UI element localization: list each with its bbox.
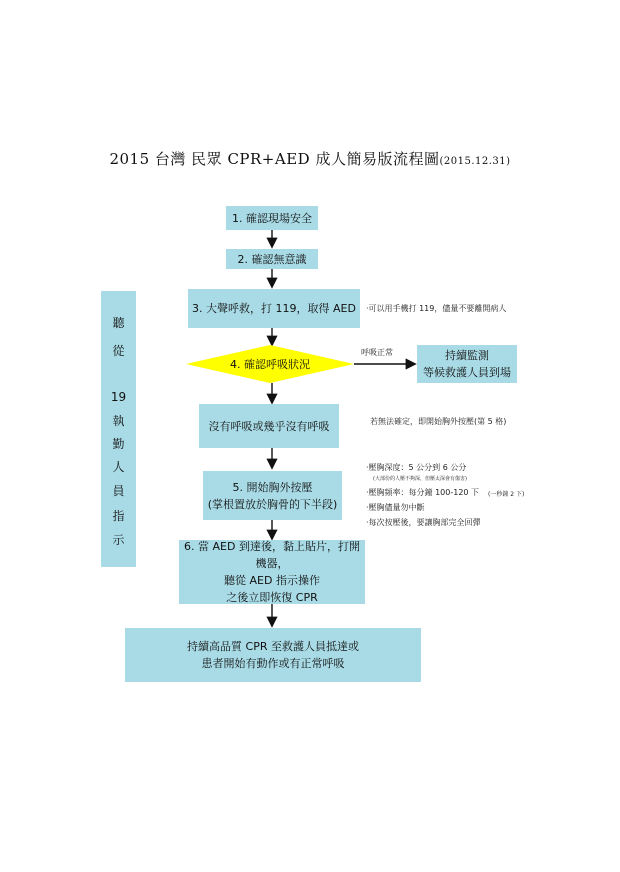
branch-label: 呼吸正常 (361, 348, 393, 357)
side-char-1: 聽 (112, 316, 125, 330)
side-char-2: 從 (112, 344, 125, 358)
step-1-label: 1. 確認現場安全 (232, 211, 312, 225)
final-box (125, 628, 421, 682)
note-rate-sub: (一秒鐘 2 下) (488, 491, 525, 498)
note-depth-sub: (大部份的人壓不夠深，但壓太深會有傷害) (373, 476, 467, 482)
monitor-line1: 持續監測 (445, 349, 489, 362)
note-recoil: ‧每次按壓後，要讓胸部完全回彈 (366, 518, 481, 527)
step-3-box (188, 289, 360, 328)
side-char-9: 示 (112, 533, 125, 547)
dispatcher-instructions-box (101, 291, 136, 567)
step-5-line1: 5. 開始胸外按壓 (232, 480, 313, 494)
no-breathing-box (199, 404, 339, 448)
step-6-line2: 聽從 AED 指示操作 (224, 574, 320, 587)
step-5-line2: (掌根置放於胸骨的下半段) (207, 497, 338, 511)
side-char-5: 勤 (112, 437, 125, 451)
step-4-label: 4. 確認呼吸狀況 (230, 358, 310, 371)
no-breathing-label: 沒有呼吸或幾乎沒有呼吸 (208, 419, 330, 433)
step-2-box (226, 249, 318, 269)
side-char-7: 員 (112, 484, 125, 498)
note-depth: ‧壓胸深度：5 公分到 6 公分 (366, 463, 467, 472)
note-uncertain: 若無法確定，即開始胸外按壓(第 5 格) (370, 417, 507, 426)
monitor-box (417, 345, 517, 383)
step-6-line3: 之後立即恢復 CPR (226, 591, 318, 604)
final-line2: 患者開始有動作或有正常呼吸 (201, 657, 345, 670)
side-char-8: 指 (112, 509, 125, 523)
step-1-box (226, 206, 318, 230)
note-phone: ‧可以用手機打 119，儘量不要離開病人 (366, 304, 507, 313)
title-main: 2015 台灣 民眾 CPR+AED 成人簡易版流程圖 (109, 150, 440, 168)
step-6-line1: 6. 當 AED 到達後，黏上貼片，打開機器， (184, 540, 360, 570)
step-2-label: 2. 確認無意識 (237, 252, 307, 266)
side-char-4: 執 (112, 414, 125, 428)
note-rate: ‧壓胸頻率：每分鐘 100-120 下 (366, 488, 480, 497)
final-line1: 持續高品質 CPR 至救護人員抵達或 (187, 640, 359, 653)
side-char-3: 19 (110, 390, 127, 404)
note-no-interrupt: ‧壓胸儘量勿中斷 (366, 503, 425, 512)
step-6-box (179, 540, 365, 604)
side-char-6: 人 (112, 460, 125, 474)
step-3-label: 3. 大聲呼救，打 119，取得 AED (192, 302, 356, 315)
step-5-box (203, 471, 342, 520)
monitor-line2: 等候救護人員到場 (423, 366, 511, 379)
title-date: (2015.12.31) (439, 156, 511, 167)
